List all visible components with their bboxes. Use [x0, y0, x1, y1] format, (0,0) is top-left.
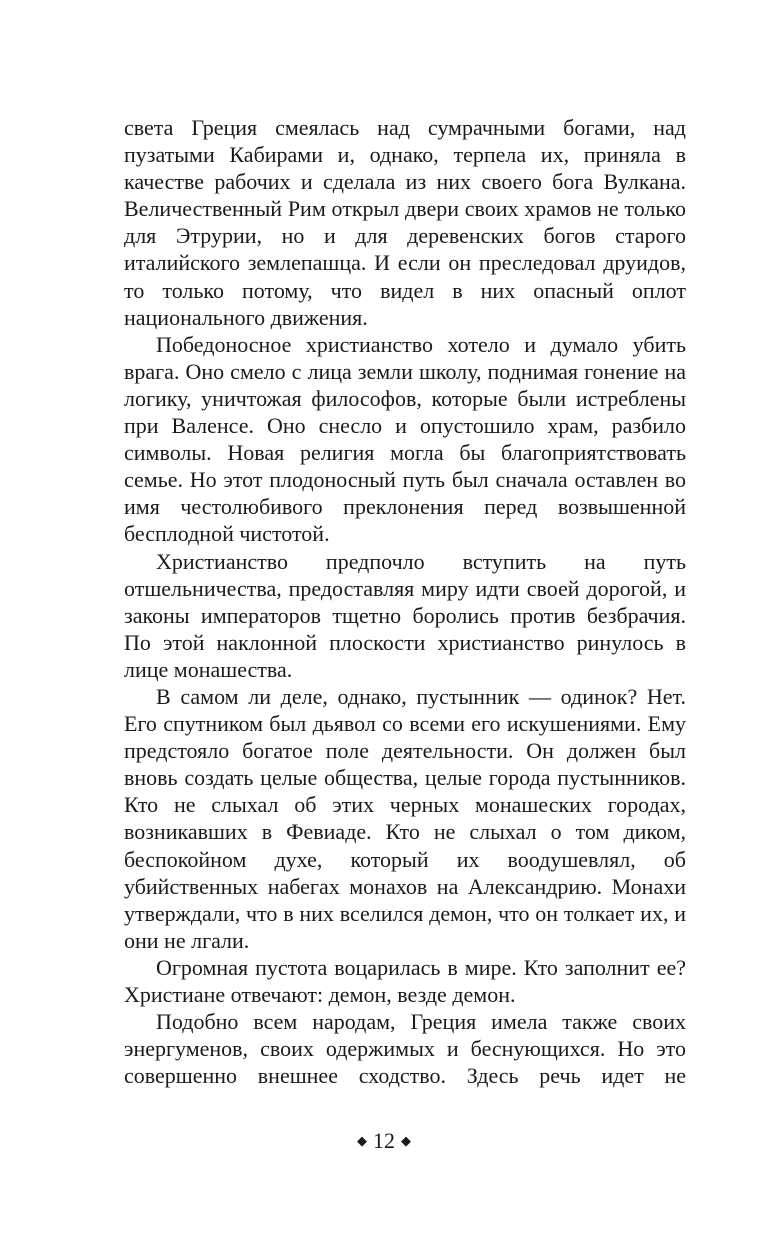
right-ornament-icon: ◆: [401, 1133, 411, 1148]
body-text: [124, 114, 686, 1089]
page-number: 12: [373, 1128, 395, 1153]
paragraph-4: В самом ли деле, однако, пустынник — одинок? Нет. Его спутником был дьявол со всеми его искушениями. Ему предстояло богатое поле деятельности. Он должен был вновь создать целые общества, целые города пустынников. Кто не слыхал об этих черных монашеских городах, возникавших в Февиаде. Кто не слыхал о том диком, беспокойном духе, который их воодушевлял, об убийственных набегах монахов на Александрию. Монахи утверждали, что в них вселился демон, что он толкает их, и они не лгали.: [124, 683, 686, 953]
paragraph-3: Христианство предпочло вступить на путь отшельничества, предоставляя миру идти своей дорогой, и законы императоров тщетно боролись против безбрачия. По этой наклонной плоскости христианство ринулось в лице монашества.: [124, 548, 686, 682]
paragraph-5: Огромная пустота воцарилась в мире. Кто заполнит ее? Христиане отвечают: демон, везде демон.: [124, 954, 686, 1007]
paragraph-1: света Греция смеялась над сумрачными богами, над пузатыми Кабирами и, однако, терпела их, приняла в качестве рабочих и сделала из них своего бога Вулкана. Величественный Рим открыл двери своих храмов не только для Этрурии, но и для деревенских богов старого италийского землепашца. И если он преследовал друидов, то только потому, что видел в них опасный оплот национального движения.: [124, 115, 686, 330]
left-ornament-icon: ◆: [357, 1133, 367, 1148]
paragraph-2: Победоносное христианство хотело и думало убить врага. Оно смело с лица земли школу, поднимая гонение на логику, уничтожая философов, которые были истреблены при Валенсе. Оно снесло и опустошило храм, разбило символы. Новая религия могла бы благоприятствовать семье. Но этот плодоносный путь был сначала оставлен во имя честолюбивого преклонения перед возвышенной бесплодной чистотой.: [124, 331, 686, 547]
page-footer: [0, 1128, 768, 1154]
paragraph-6: Подобно всем народам, Греция имела также своих энергуменов, своих одержимых и беснующихся. Но это совершенно внешнее сходство. Здесь речь идет не: [124, 1009, 686, 1089]
